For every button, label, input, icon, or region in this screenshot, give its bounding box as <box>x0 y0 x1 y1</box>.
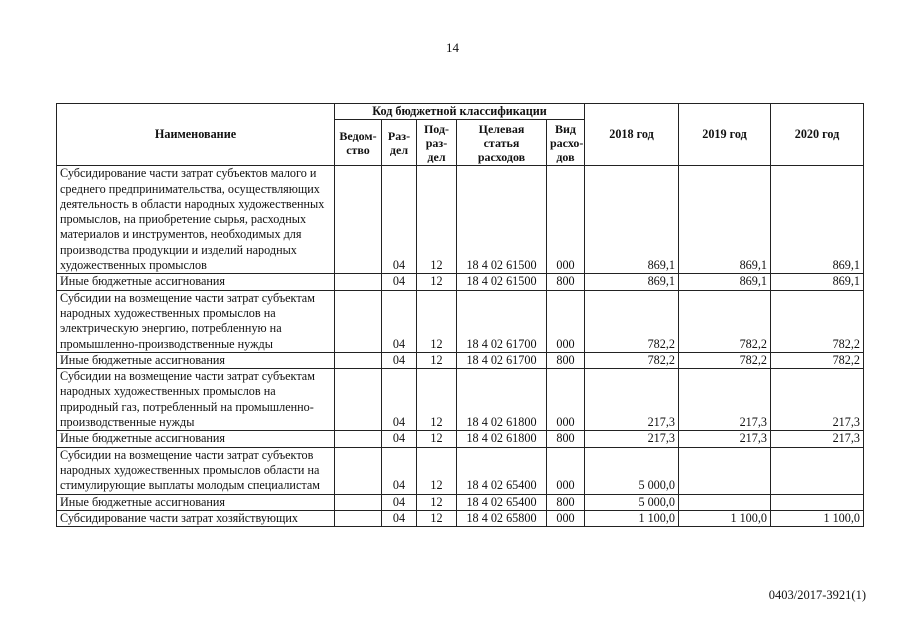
cell-2018: 869,1 <box>585 166 679 274</box>
table-row <box>57 274 864 290</box>
cell-2018: 5 000,0 <box>585 447 679 494</box>
cell-vid: 000 <box>547 447 585 494</box>
cell-razdel: 04 <box>382 431 417 447</box>
cell-2020: 782,2 <box>771 290 864 352</box>
cell-vedomstvo <box>335 369 382 431</box>
cell-podrazdel: 12 <box>417 274 457 290</box>
header-2020: 2020 год <box>771 104 864 166</box>
header-2018: 2018 год <box>585 104 679 166</box>
cell-2019: 869,1 <box>679 274 771 290</box>
cell-2018: 217,3 <box>585 431 679 447</box>
cell-2019: 217,3 <box>679 431 771 447</box>
header-celevaya: Целевая статья расходов <box>457 120 547 166</box>
cell-2020 <box>771 447 864 494</box>
cell-razdel: 04 <box>382 510 417 526</box>
cell-vid: 000 <box>547 369 585 431</box>
cell-2018: 869,1 <box>585 274 679 290</box>
cell-podrazdel: 12 <box>417 352 457 368</box>
cell-2019: 1 100,0 <box>679 510 771 526</box>
cell-name: Иные бюджетные ассигнования <box>57 431 335 447</box>
cell-2018: 1 100,0 <box>585 510 679 526</box>
cell-name: Иные бюджетные ассигнования <box>57 352 335 368</box>
cell-2018: 5 000,0 <box>585 494 679 510</box>
cell-vid: 800 <box>547 431 585 447</box>
cell-2020: 869,1 <box>771 274 864 290</box>
cell-2019 <box>679 494 771 510</box>
cell-podrazdel: 12 <box>417 431 457 447</box>
cell-2020: 217,3 <box>771 431 864 447</box>
table-row <box>57 431 864 447</box>
cell-celevaya: 18 4 02 61700 <box>457 290 547 352</box>
cell-celevaya: 18 4 02 61800 <box>457 369 547 431</box>
cell-2020: 1 100,0 <box>771 510 864 526</box>
cell-name: Субсидирование части затрат хозяйствующих <box>57 510 335 526</box>
cell-celevaya: 18 4 02 65400 <box>457 447 547 494</box>
cell-podrazdel: 12 <box>417 494 457 510</box>
cell-name: Субсидии на возмещение части затрат субъектам народных художественных промыслов на электрическую энергию, потребленную на промышленно-производственные нужды <box>57 290 335 352</box>
table-row <box>57 290 864 352</box>
cell-2020: 217,3 <box>771 369 864 431</box>
cell-razdel: 04 <box>382 166 417 274</box>
header-vedomstvo: Ведом-ство <box>335 120 382 166</box>
header-razdel: Раз-дел <box>382 120 417 166</box>
table-row <box>57 352 864 368</box>
cell-2020: 782,2 <box>771 352 864 368</box>
cell-name: Субсидирование части затрат субъектов малого и среднего предпринимательства, осуществляющих деятельность в области народных художественных промыслов, на приобретение сырья, расходных материалов и инструментов, необходимых для производства продукции и изделий народных художественных промыслов <box>57 166 335 274</box>
cell-vid: 000 <box>547 510 585 526</box>
cell-vid: 000 <box>547 166 585 274</box>
cell-razdel: 04 <box>382 447 417 494</box>
cell-2019: 782,2 <box>679 290 771 352</box>
cell-vedomstvo <box>335 290 382 352</box>
cell-name: Субсидии на возмещение части затрат субъектов народных художественных промыслов области на стимулирующие выплаты молодым специалистам <box>57 447 335 494</box>
cell-vedomstvo <box>335 352 382 368</box>
cell-2019: 217,3 <box>679 369 771 431</box>
cell-celevaya: 18 4 02 65400 <box>457 494 547 510</box>
cell-podrazdel: 12 <box>417 290 457 352</box>
header-vid: Вид расхо-дов <box>547 120 585 166</box>
budget-table <box>56 103 864 527</box>
cell-name: Иные бюджетные ассигнования <box>57 274 335 290</box>
cell-2018: 217,3 <box>585 369 679 431</box>
cell-vedomstvo <box>335 431 382 447</box>
cell-2018: 782,2 <box>585 352 679 368</box>
table-row <box>57 510 864 526</box>
table-row <box>57 447 864 494</box>
cell-podrazdel: 12 <box>417 510 457 526</box>
header-name: Наименование <box>57 104 335 166</box>
cell-name: Иные бюджетные ассигнования <box>57 494 335 510</box>
cell-vedomstvo <box>335 166 382 274</box>
cell-razdel: 04 <box>382 352 417 368</box>
cell-vid: 800 <box>547 274 585 290</box>
cell-celevaya: 18 4 02 61500 <box>457 274 547 290</box>
cell-razdel: 04 <box>382 494 417 510</box>
cell-2019 <box>679 447 771 494</box>
header-podrazdel: Под-раз-дел <box>417 120 457 166</box>
cell-2018: 782,2 <box>585 290 679 352</box>
cell-podrazdel: 12 <box>417 369 457 431</box>
cell-celevaya: 18 4 02 61800 <box>457 431 547 447</box>
table-row <box>57 494 864 510</box>
cell-2020: 869,1 <box>771 166 864 274</box>
cell-podrazdel: 12 <box>417 447 457 494</box>
cell-2019: 782,2 <box>679 352 771 368</box>
cell-celevaya: 18 4 02 61700 <box>457 352 547 368</box>
cell-vid: 800 <box>547 494 585 510</box>
cell-razdel: 04 <box>382 369 417 431</box>
cell-vedomstvo <box>335 274 382 290</box>
cell-name: Субсидии на возмещение части затрат субъектам народных художественных промыслов на природный газ, потребленный на промышленно-производственные нужды <box>57 369 335 431</box>
page-number: 14 <box>446 40 459 55</box>
cell-vedomstvo <box>335 494 382 510</box>
cell-podrazdel: 12 <box>417 166 457 274</box>
cell-vid: 000 <box>547 290 585 352</box>
cell-vid: 800 <box>547 352 585 368</box>
header-2019: 2019 год <box>679 104 771 166</box>
cell-vedomstvo <box>335 510 382 526</box>
cell-razdel: 04 <box>382 274 417 290</box>
cell-2020 <box>771 494 864 510</box>
cell-2019: 869,1 <box>679 166 771 274</box>
table-row <box>57 166 864 274</box>
table-row <box>57 369 864 431</box>
document-code: 0403/2017-3921(1) <box>768 588 866 602</box>
cell-razdel: 04 <box>382 290 417 352</box>
cell-vedomstvo <box>335 447 382 494</box>
cell-celevaya: 18 4 02 61500 <box>457 166 547 274</box>
header-code-group: Код бюджетной классификации <box>335 104 585 120</box>
table-body <box>57 166 864 527</box>
cell-celevaya: 18 4 02 65800 <box>457 510 547 526</box>
